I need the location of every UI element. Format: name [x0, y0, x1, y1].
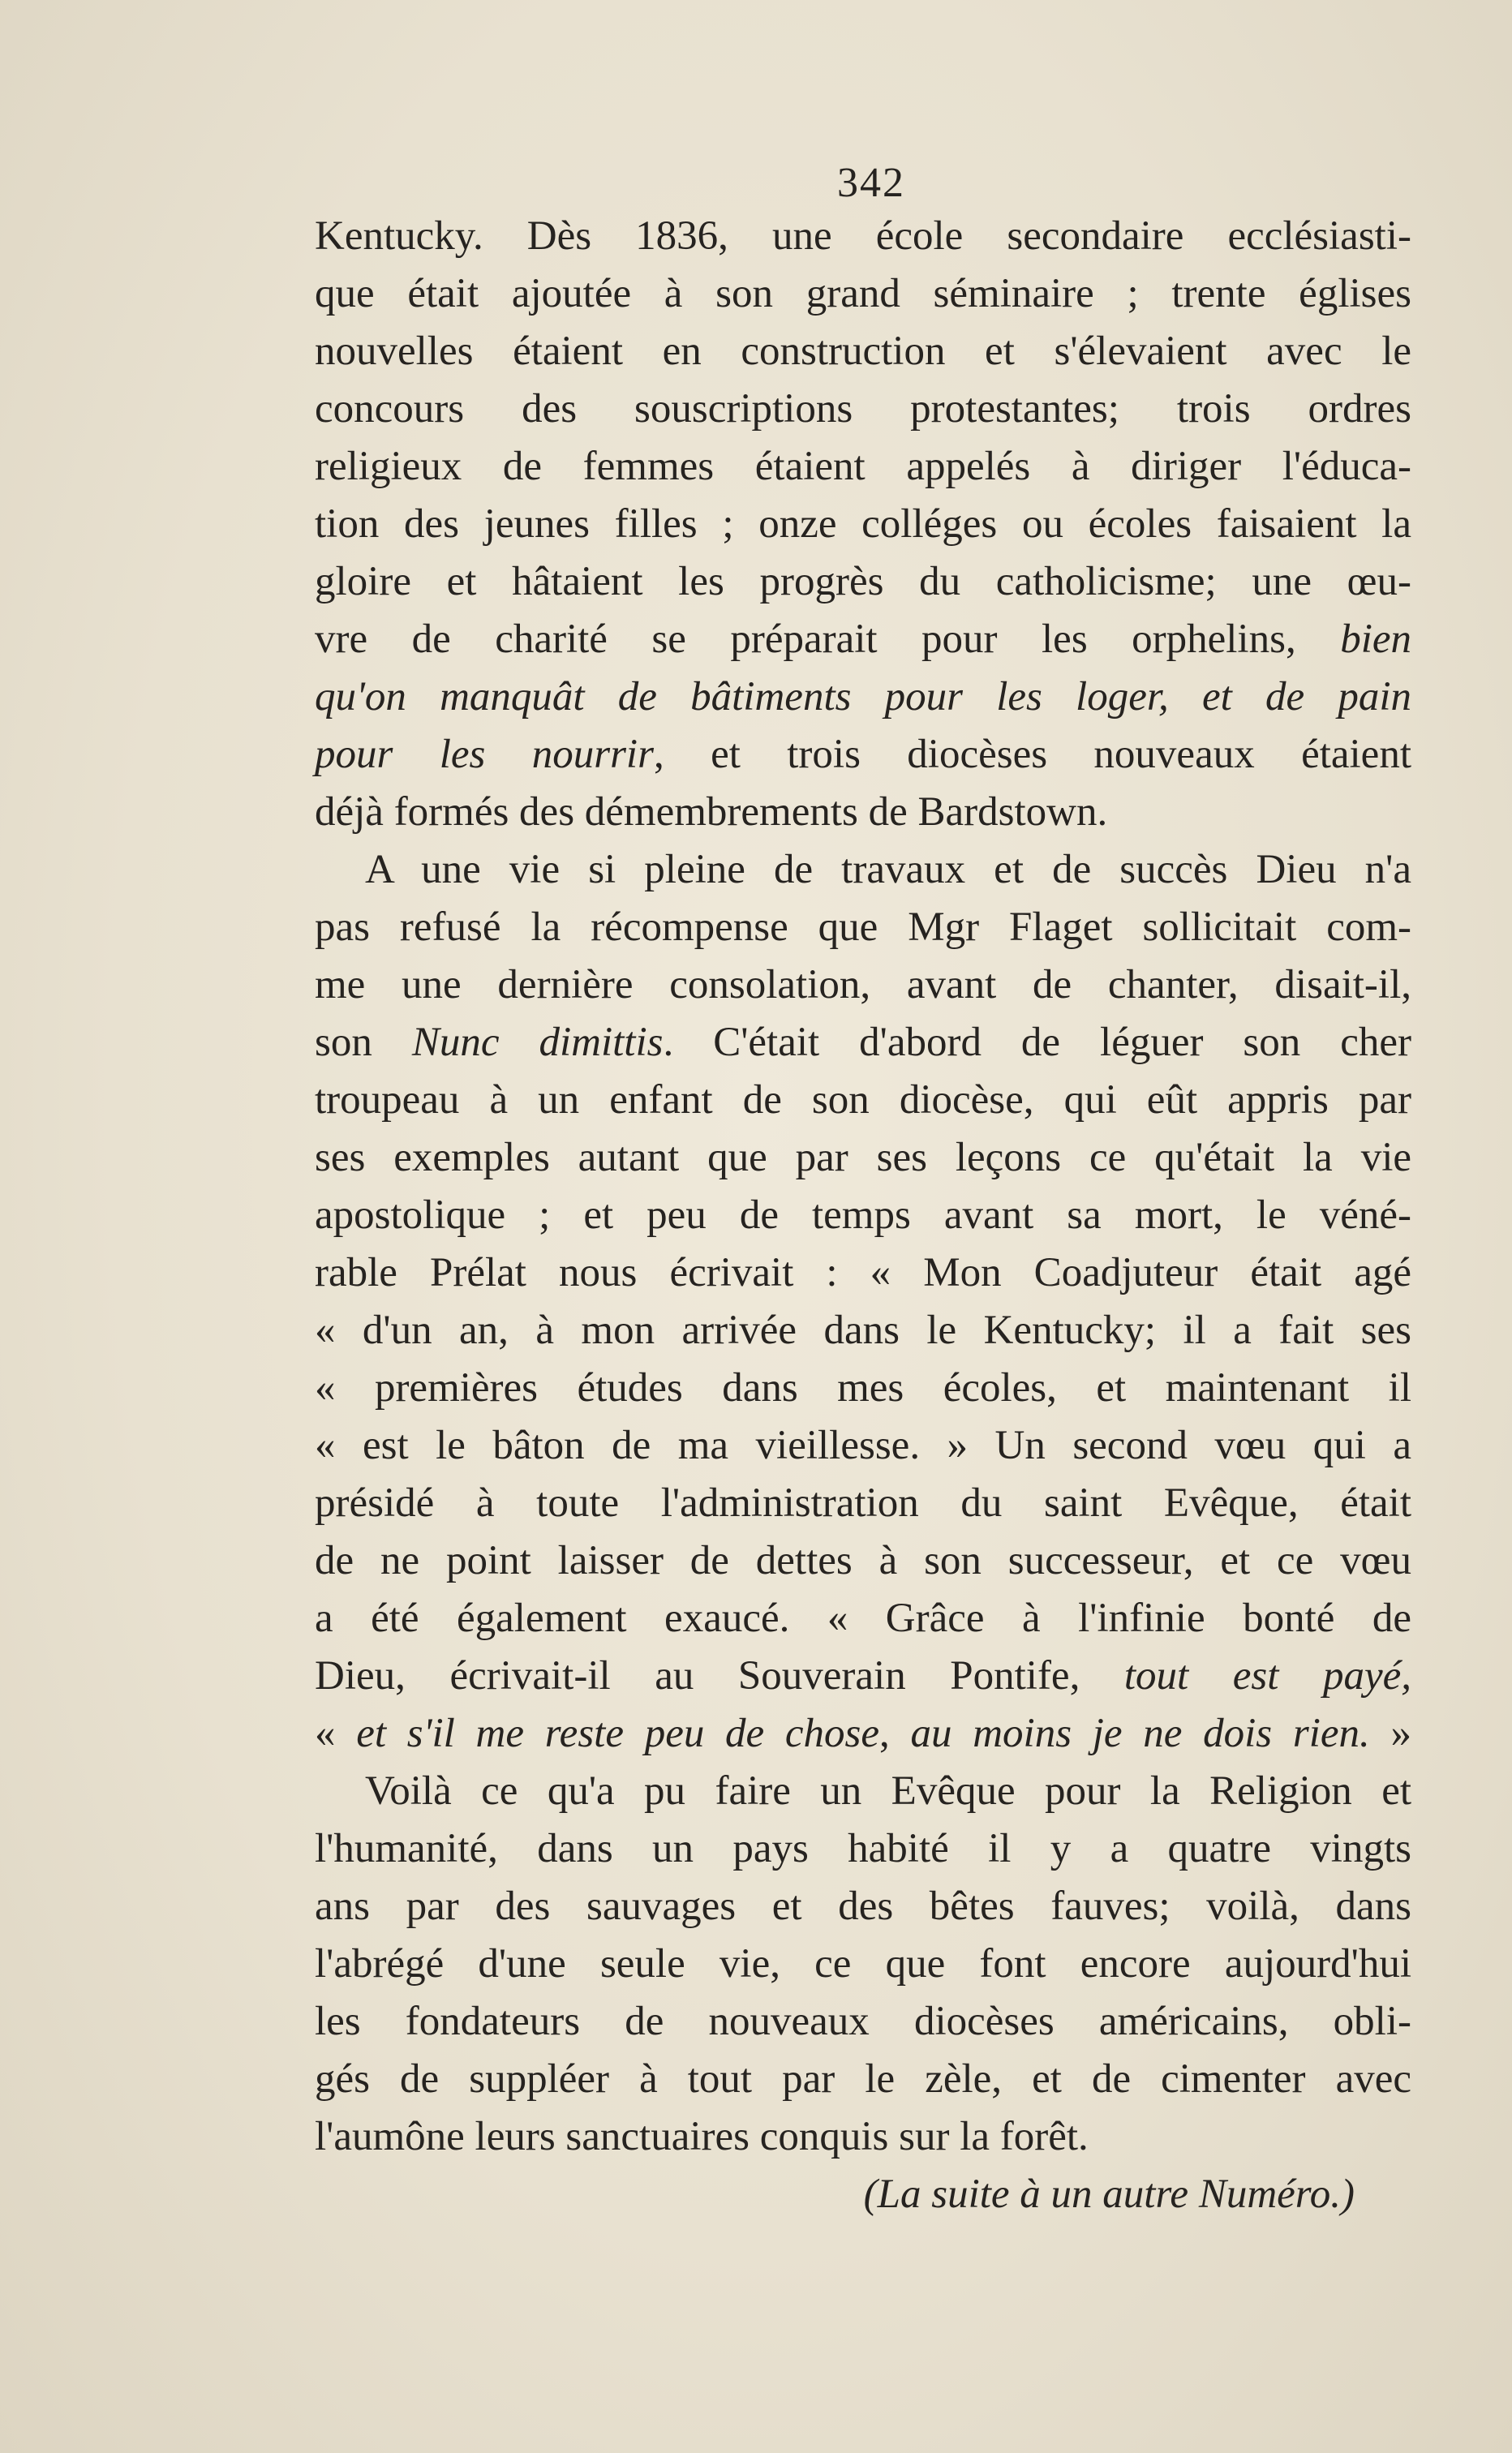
text-line: « est le bâton de ma vieillesse. » Un second vœu qui a — [315, 1423, 1411, 1468]
text-line: l'humanité, dans un pays habité il y a quatre vingts — [315, 1826, 1411, 1871]
text-line: déjà formés des démembrements de Bardstown. — [315, 789, 1108, 835]
text-line: religieux de femmes étaient appelés à diriger l'éduca- — [315, 444, 1411, 489]
text-segment: . C'était d'abord de léguer son cher — [663, 1020, 1411, 1065]
text-line: apostolique ; et peu de temps avant sa mort, le véné- — [315, 1192, 1411, 1238]
italic-text: Nunc dimittis — [411, 1020, 664, 1065]
text-segment: » — [1369, 1711, 1411, 1756]
italic-text: bien — [1340, 616, 1411, 662]
text-line — [315, 1705, 1411, 1763]
text-line: ses exemples autant que par ses leçons ce qu'était la vie — [315, 1135, 1411, 1180]
page-content — [315, 159, 1411, 2223]
text-segment: vre de charité se préparait pour les orphelins, — [315, 616, 1341, 662]
text-line: « d'un an, à mon arrivée dans le Kentucky; il a fait ses — [315, 1308, 1411, 1353]
text-line: les fondateurs de nouveaux diocèses américains, obli- — [315, 1999, 1411, 2044]
italic-text: et s'il me reste peu de chose — [356, 1711, 880, 1756]
text-segment: , — [879, 1711, 911, 1756]
text-line: l'aumône leurs sanctuaires conquis sur la forêt. — [315, 2114, 1089, 2159]
text-line: gloire et hâtaient les progrès du catholicisme; une œu- — [315, 559, 1411, 604]
page-number: 342 — [837, 160, 905, 206]
text-line: « premières études dans mes écoles, et maintenant il — [315, 1365, 1411, 1411]
text-line — [315, 2166, 1411, 2223]
text-line: que était ajoutée à son grand séminaire ; trente églises — [315, 271, 1411, 316]
italic-text: au moins je ne dois rien. — [910, 1711, 1370, 1756]
text-segment: Dieu, écrivait-il au Souverain Pontife, — [315, 1653, 1124, 1699]
italic-text: tout est payé, — [1123, 1653, 1411, 1699]
text-line: nouvelles étaient en construction et s'élevaient avec le — [315, 329, 1411, 374]
text-segment: son — [315, 1020, 412, 1065]
text-line — [315, 1648, 1411, 1705]
text-line — [315, 1014, 1411, 1072]
text-line: me une dernière consolation, avant de chanter, disait-il, — [315, 962, 1411, 1007]
text-line: tion des jeunes filles ; onze colléges ou écoles faisaient la — [315, 501, 1411, 547]
text-line: A une vie si pleine de travaux et de succès Dieu n'a — [365, 847, 1411, 892]
text-segment: , et trois diocèses nouveaux étaient — [653, 732, 1411, 777]
text-line: troupeau à un enfant de son diocèse, qui eût appris par — [315, 1077, 1411, 1123]
text-line — [315, 611, 1411, 668]
text-line: l'abrégé d'une seule vie, ce que font encore aujourd'hui — [315, 1941, 1411, 1987]
italic-text: pour les nourrir — [315, 732, 654, 777]
text-line — [315, 726, 1411, 784]
text-line — [315, 668, 1411, 726]
text-line: Voilà ce qu'a pu faire un Evêque pour la Religion et — [365, 1768, 1411, 1814]
text-line: gés de suppléer à tout par le zèle, et de cimenter avec — [315, 2056, 1411, 2102]
text-line: concours des souscriptions protestantes; trois ordres — [315, 386, 1411, 432]
text-line: rable Prélat nous écrivait : « Mon Coadjuteur était agé — [315, 1250, 1411, 1295]
italic-text: (La suite à un autre Numéro.) — [863, 2172, 1355, 2217]
italic-text: qu'on manquât de bâtiments pour les loger, et de pain — [315, 674, 1411, 720]
text-line: présidé à toute l'administration du saint Evêque, était — [315, 1480, 1411, 1526]
text-line: ans par des sauvages et des bêtes fauves; voilà, dans — [315, 1884, 1411, 1929]
text-line: Kentucky. Dès 1836, une école secondaire ecclésiasti- — [315, 213, 1411, 259]
text-segment: « — [315, 1711, 357, 1756]
text-line: a été également exaucé. « Grâce à l'infinie bonté de — [315, 1596, 1411, 1641]
body-text — [315, 208, 1411, 2223]
text-line: pas refusé la récompense que Mgr Flaget sollicitait com- — [315, 904, 1411, 950]
text-line: de ne point laisser de dettes à son successeur, et ce vœu — [315, 1538, 1411, 1583]
